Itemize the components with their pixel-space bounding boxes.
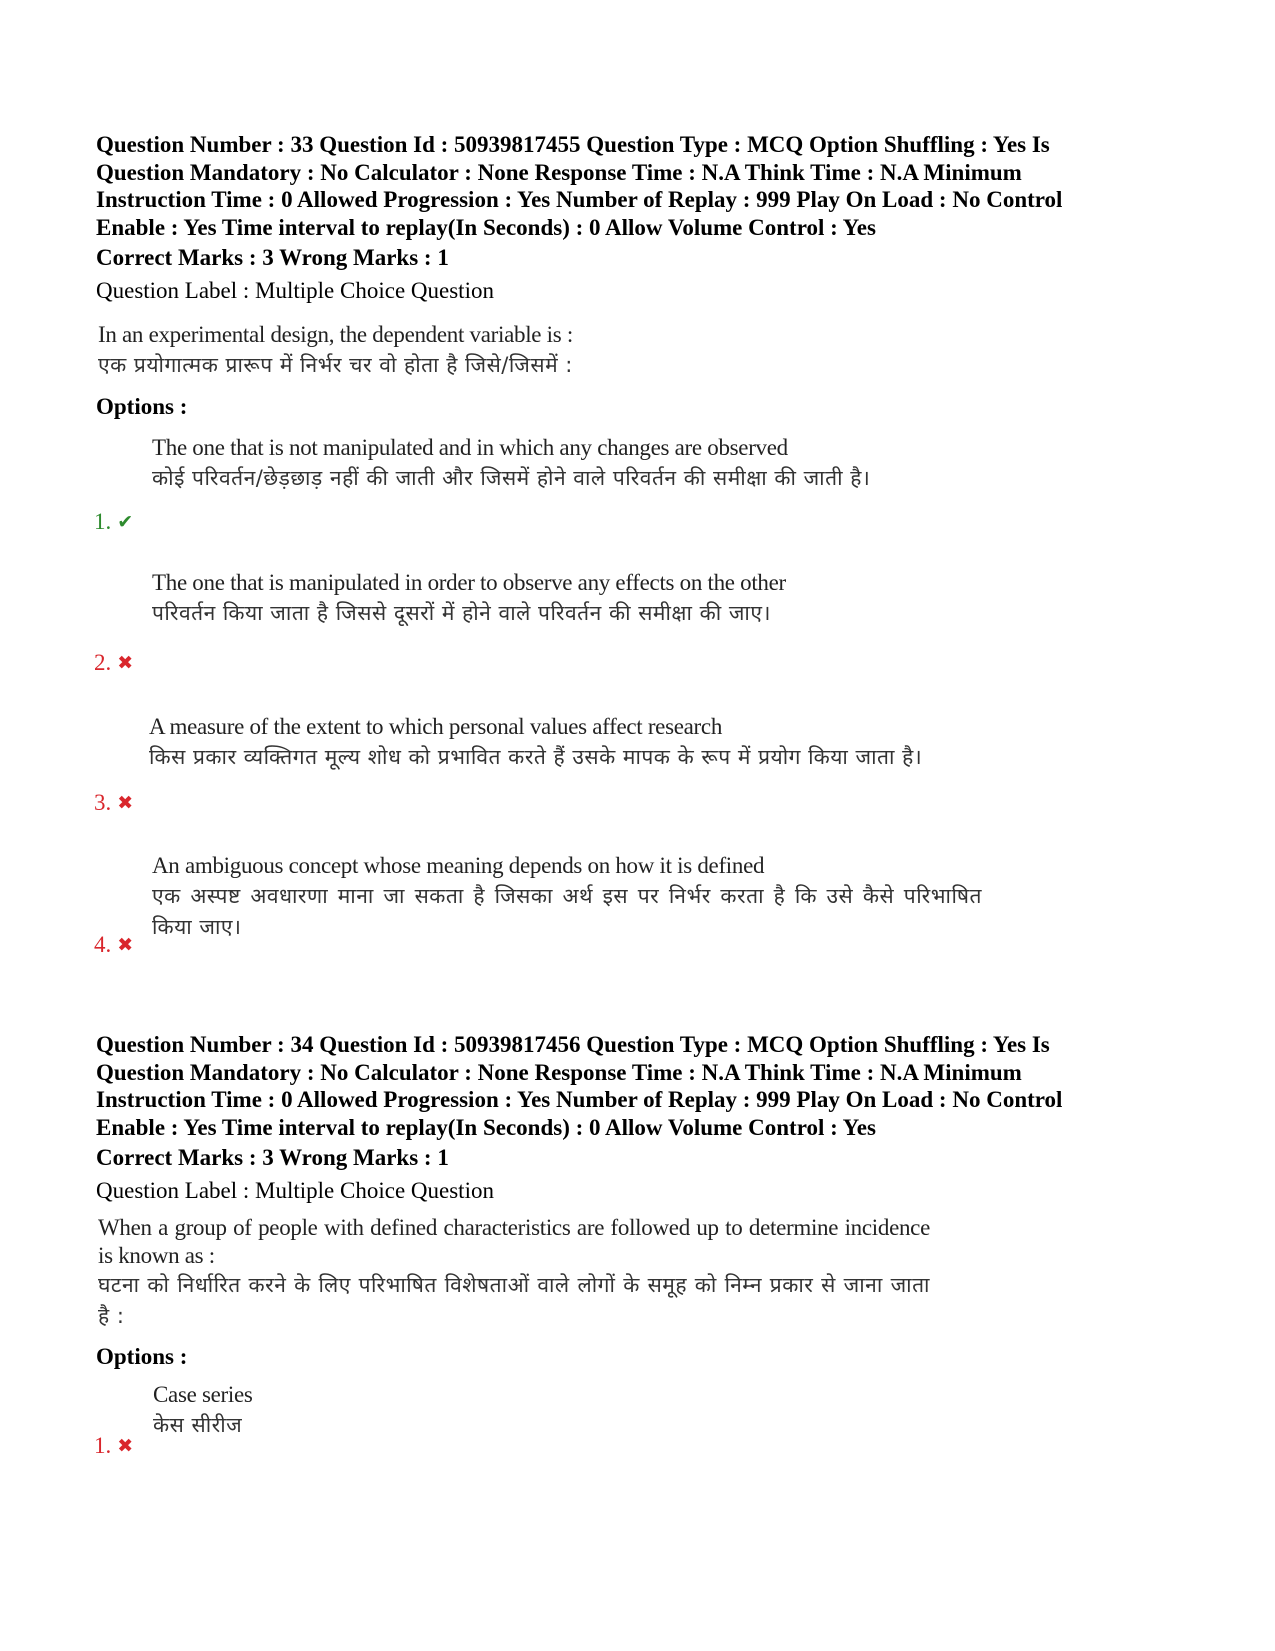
- cross-icon: ✖: [117, 934, 134, 956]
- option-number: 4.: [94, 932, 112, 957]
- option-text-english: The one that is manipulated in order to observe any effects on the other: [152, 570, 786, 595]
- cross-icon: ✖: [117, 792, 134, 814]
- question-33-option-3: [149, 712, 979, 773]
- metadata-line: Question Number : 33 Question Id : 50939817455 Question Type : MCQ Option Shuffling : Yes Is: [96, 132, 1050, 157]
- question-33-option-2: [152, 568, 982, 629]
- question-34-metadata: [96, 1031, 1176, 1141]
- question-33-option-1-marker: [94, 508, 133, 536]
- option-text-hindi: किस प्रकार व्यक्तिगत मूल्य शोध को प्रभावित करते हैं उसके मापक के रूप में प्रयोग किया जाता है।: [149, 745, 923, 769]
- question-33-label: Question Label : Multiple Choice Question: [96, 278, 494, 303]
- question-text-english: When a group of people with defined characteristics are followed up to determine incidence is known as :: [98, 1215, 930, 1268]
- option-text-hindi: परिवर्तन किया जाता है जिससे दूसरों में होने वाले परिवर्तन की समीक्षा की जाए।: [152, 601, 771, 625]
- question-33-options-heading: Options :: [96, 394, 188, 419]
- question-33-option-4-marker: [94, 931, 133, 959]
- cross-icon: ✖: [117, 652, 134, 674]
- question-33-text: [98, 320, 978, 381]
- metadata-line: Instruction Time : 0 Allowed Progression : Yes Number of Replay : 999 Play On Load : No Control: [96, 1087, 1063, 1112]
- option-text-hindi: केस सीरीज: [153, 1413, 243, 1437]
- question-34-option-1: [153, 1380, 983, 1441]
- metadata-line: Instruction Time : 0 Allowed Progression : Yes Number of Replay : 999 Play On Load : No Control: [96, 187, 1063, 212]
- question-34-text: [98, 1214, 930, 1332]
- question-33-option-2-marker: [94, 649, 133, 677]
- question-text-english: In an experimental design, the dependent variable is :: [98, 322, 573, 347]
- option-text-english: An ambiguous concept whose meaning depends on how it is defined: [152, 853, 765, 878]
- question-33-metadata: [96, 131, 1176, 241]
- option-text-english: The one that is not manipulated and in which any changes are observed: [152, 435, 788, 460]
- question-33-option-4: [152, 851, 982, 943]
- option-text-english: Case series: [153, 1382, 253, 1407]
- question-34-options-heading: Options :: [96, 1344, 188, 1369]
- metadata-line: Question Mandatory : No Calculator : None Response Time : N.A Think Time : N.A Minimum: [96, 1059, 1022, 1085]
- metadata-line: Enable : Yes Time interval to replay(In Seconds) : 0 Allow Volume Control : Yes: [96, 1114, 876, 1140]
- question-text-hindi: एक प्रयोगात्मक प्रारूप में निर्भर चर वो होता है जिसे/जिसमें :: [98, 353, 573, 377]
- question-33-option-3-marker: [94, 789, 133, 817]
- option-number: 2.: [94, 650, 112, 675]
- cross-icon: ✖: [117, 1435, 134, 1457]
- check-icon: ✔: [117, 511, 134, 533]
- metadata-line: Question Mandatory : No Calculator : None Response Time : N.A Think Time : N.A Minimum: [96, 159, 1022, 185]
- option-text-english: A measure of the extent to which personal values affect research: [149, 714, 723, 739]
- question-34-option-1-marker: [94, 1432, 133, 1460]
- option-number: 1.: [94, 1433, 112, 1458]
- question-33-marks: Correct Marks : 3 Wrong Marks : 1: [96, 245, 449, 270]
- option-number: 3.: [94, 790, 112, 815]
- metadata-line: Enable : Yes Time interval to replay(In Seconds) : 0 Allow Volume Control : Yes: [96, 214, 876, 240]
- question-34-label: Question Label : Multiple Choice Question: [96, 1178, 494, 1203]
- option-number: 1.: [94, 509, 112, 534]
- option-text-hindi: कोई परिवर्तन/छेड़छाड़ नहीं की जाती और जिसमें होने वाले परिवर्तन की समीक्षा की जाती है।: [152, 466, 871, 490]
- option-text-hindi: एक अस्पष्ट अवधारणा माना जा सकता है जिसका अर्थ इस पर निर्भर करता है कि उसे कैसे परिभाषित किया जाए।: [152, 884, 982, 939]
- question-34-marks: Correct Marks : 3 Wrong Marks : 1: [96, 1145, 449, 1170]
- question-33-option-1: [152, 433, 982, 494]
- question-text-hindi: घटना को निर्धारित करने के लिए परिभाषित विशेषताओं वाले लोगों के समूह को निम्न प्रकार से जाना जाता है :: [98, 1273, 930, 1328]
- metadata-line: Question Number : 34 Question Id : 50939817456 Question Type : MCQ Option Shuffling : Yes Is: [96, 1032, 1050, 1057]
